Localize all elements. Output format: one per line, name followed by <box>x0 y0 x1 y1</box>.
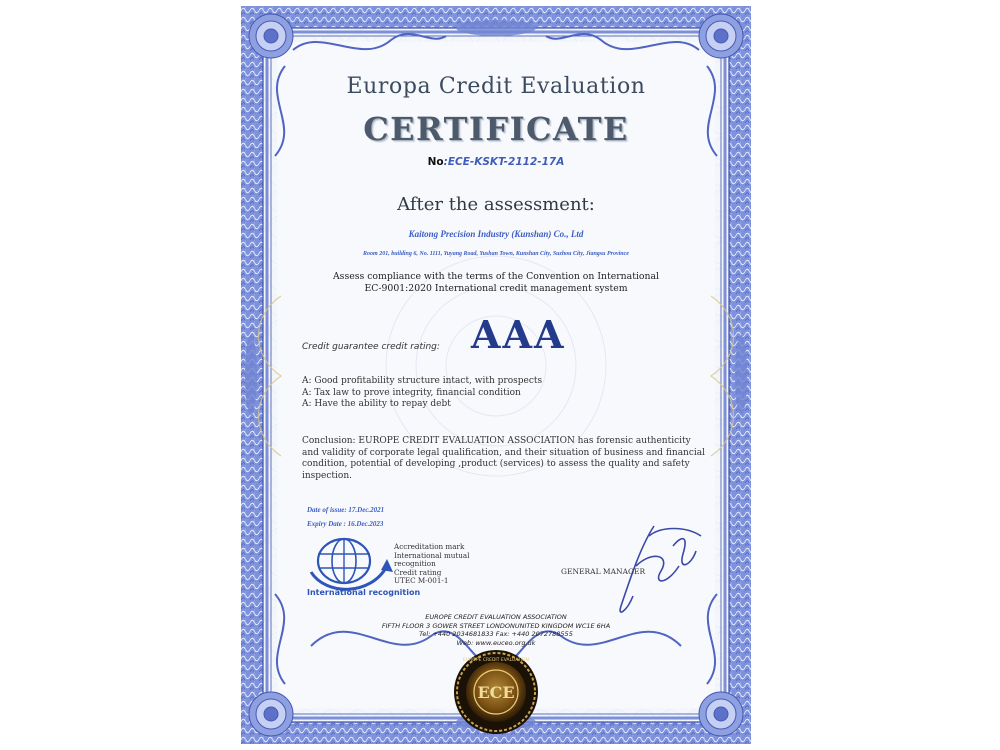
company-address: Room 201, building 6, No. 1111, Yuyang Road, Yushan Town, Kunshan City, Suzhou City, Jiangsu Province <box>363 251 629 257</box>
general-manager-label: GENERAL MANAGER <box>561 567 646 576</box>
accreditation-block <box>394 543 470 586</box>
compliance-text <box>241 271 751 295</box>
merit-list <box>302 376 542 411</box>
conclusion-text <box>302 436 712 482</box>
accreditation-line: Credit rating <box>394 567 442 577</box>
footer-line: EUROPE CREDIT EVALUATION ASSOCIATION <box>425 613 567 621</box>
accreditation-line: UTEC M-001-1 <box>394 576 449 585</box>
seal-emblem-text: ECE <box>477 683 515 702</box>
rating-value: AAA <box>471 312 566 357</box>
merit-item: A: Good profitability structure intact, with prospects <box>302 376 543 386</box>
company-name: Kaitong Precision Industry (Kunshan) Co., Ltd <box>408 229 584 239</box>
conclusion-line: inspection. <box>302 470 352 481</box>
rating-label: Credit guarantee credit rating: <box>302 342 440 352</box>
footer-line: FIFTH FLOOR 3 GOWER STREET LONDONUNITED KINGDOM WC1E 6HA <box>381 621 611 630</box>
compliance-line: Assess compliance with the terms of the Convention on International <box>332 271 660 282</box>
conclusion-line: Conclusion: EUROPE CREDIT EVALUATION ASSOCIATION has forensic authenticity <box>302 436 691 446</box>
footer-contact <box>241 613 751 647</box>
footer-line: Web: www.euceo.org.uk <box>456 638 536 647</box>
conclusion-line: condition, potential of developing ,product (services) to assess the quality and safety <box>302 459 690 469</box>
compliance-line: EC-9001:2020 International credit management system <box>364 283 628 294</box>
conclusion-line: and validity of corporate legal qualification, and their situation of business and financial <box>302 447 706 458</box>
international-recognition-caption: International recognition <box>307 588 421 597</box>
accreditation-line: Accreditation mark <box>394 542 465 551</box>
seal-ring-text: EUROPE CREDIT EVALUATION <box>463 658 529 663</box>
assessment-heading: After the assessment: <box>397 194 595 215</box>
certificate <box>241 6 751 744</box>
certificate-number <box>241 156 751 168</box>
date-of-issue: Date of issue: 17.Dec.2021 <box>307 506 385 514</box>
accreditation-line: recognition <box>394 559 436 568</box>
organization-title: Europa Credit Evaluation <box>346 74 646 99</box>
accreditation-line: International mutual <box>394 550 470 560</box>
expiry-date: Expiry Date : 16.Dec.2023 <box>307 520 384 528</box>
certificate-number-value: :ECE-KSKT-2112-17A <box>443 156 565 168</box>
certificate-number-label: No <box>427 156 444 168</box>
certificate-title: CERTIFICATE <box>363 110 629 148</box>
merit-item: A: Have the ability to repay debt <box>302 399 451 409</box>
certificate-seal <box>454 650 538 734</box>
merit-item: A: Tax law to prove integrity, financial condition <box>302 387 521 398</box>
footer-line: Tel: +440 2034681833 Fax: +440 2072788555 <box>419 630 573 639</box>
